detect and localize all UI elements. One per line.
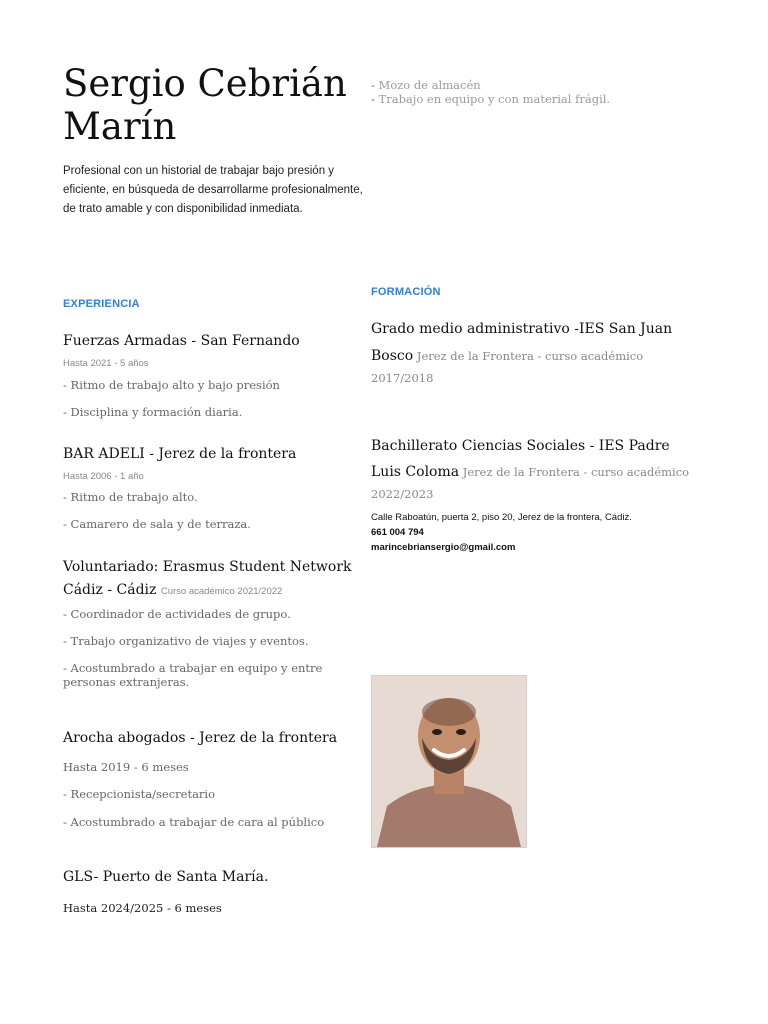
- education-meta: 2022/2023: [371, 487, 434, 501]
- job-meta: Hasta 2021 - 5 años: [63, 358, 149, 369]
- job-bullet: - Trabajo organizativo de viajes y eventos.: [63, 634, 309, 648]
- note-text: Trabajo en equipo y con material frágil.: [374, 92, 611, 106]
- profile-summary: Profesional con un historial de trabajar bajo presión y eficiente, en búsqueda de desarrollarme profesionalmente, de trato amable y con disponibilidad inmediata.: [63, 165, 363, 215]
- top-right-notes: [371, 78, 731, 106]
- job-bullet: - Acostumbrado a trabajar de cara al público: [63, 815, 325, 829]
- job-meta: Curso académico 2021/2022: [160, 586, 283, 597]
- job-bullet: - Camarero de sala y de terraza.: [63, 517, 251, 531]
- job-title: Voluntariado: Erasmus Student Network: [63, 559, 352, 575]
- job-title: GLS- Puerto de Santa María.: [63, 869, 269, 885]
- profile-photo: [371, 675, 527, 848]
- job-meta: Hasta 2024/2025 - 6 meses: [63, 901, 222, 915]
- education-title: Luis Coloma: [371, 464, 460, 480]
- note-line-1: [371, 78, 731, 92]
- education-heading: FORMACIÓN: [371, 286, 441, 298]
- note-dash: -: [371, 78, 375, 92]
- person-name: [63, 62, 363, 148]
- job-bullet: - Disciplina y formación diaria.: [63, 405, 243, 419]
- job-bullet: - Recepcionista/secretario: [63, 787, 216, 801]
- job-meta: Hasta 2006 - 1 año: [63, 471, 144, 482]
- education-meta: Jerez de la Frontera - curso académico: [413, 349, 644, 363]
- address: Calle Raboatún, puerta 2, piso 20, Jerez de la frontera, Cádiz.: [371, 512, 632, 523]
- job-bullet: - Coordinador de actividades de grupo.: [63, 607, 291, 621]
- job-bullet: - Ritmo de trabajo alto.: [63, 490, 198, 504]
- job-title: Cádiz - Cádiz: [63, 582, 157, 598]
- experience-heading: EXPERIENCIA: [63, 298, 140, 310]
- education-line-2: [371, 461, 711, 483]
- note-text: Mozo de almacén: [374, 78, 481, 92]
- profile-photo-icon: [372, 676, 526, 847]
- job-title: Arocha abogados - Jerez de la frontera: [63, 730, 338, 746]
- note-line-2: [371, 92, 731, 106]
- job-meta: Hasta 2019 - 6 meses: [63, 760, 189, 774]
- note-dash: -: [371, 92, 375, 106]
- job-bullet: - Acostumbrado a trabajar en equipo y entre personas extranjeras.: [63, 661, 323, 689]
- phone: 661 004 794: [371, 527, 424, 538]
- job-title: BAR ADELI - Jerez de la frontera: [63, 446, 297, 462]
- education-line-2: [371, 345, 701, 367]
- education-title: Grado medio administrativo -IES San Juan: [371, 321, 673, 337]
- education-title: Bachillerato Ciencias Sociales - IES Padre: [371, 438, 670, 454]
- education-meta: 2017/2018: [371, 371, 434, 385]
- job-title-line-2: [63, 579, 363, 601]
- education-title: Bosco: [371, 348, 414, 364]
- email[interactable]: marincebriansergio@gmail.com: [371, 542, 516, 553]
- name-line-1: Sergio Cebrián: [63, 62, 347, 105]
- job-title: Fuerzas Armadas - San Fernando: [63, 333, 300, 349]
- job-bullet: - Ritmo de trabajo alto y bajo presión: [63, 378, 280, 392]
- education-meta: Jerez de la Frontera - curso académico: [459, 465, 690, 479]
- contact-block: [371, 510, 701, 555]
- name-line-2: Marín: [63, 105, 177, 148]
